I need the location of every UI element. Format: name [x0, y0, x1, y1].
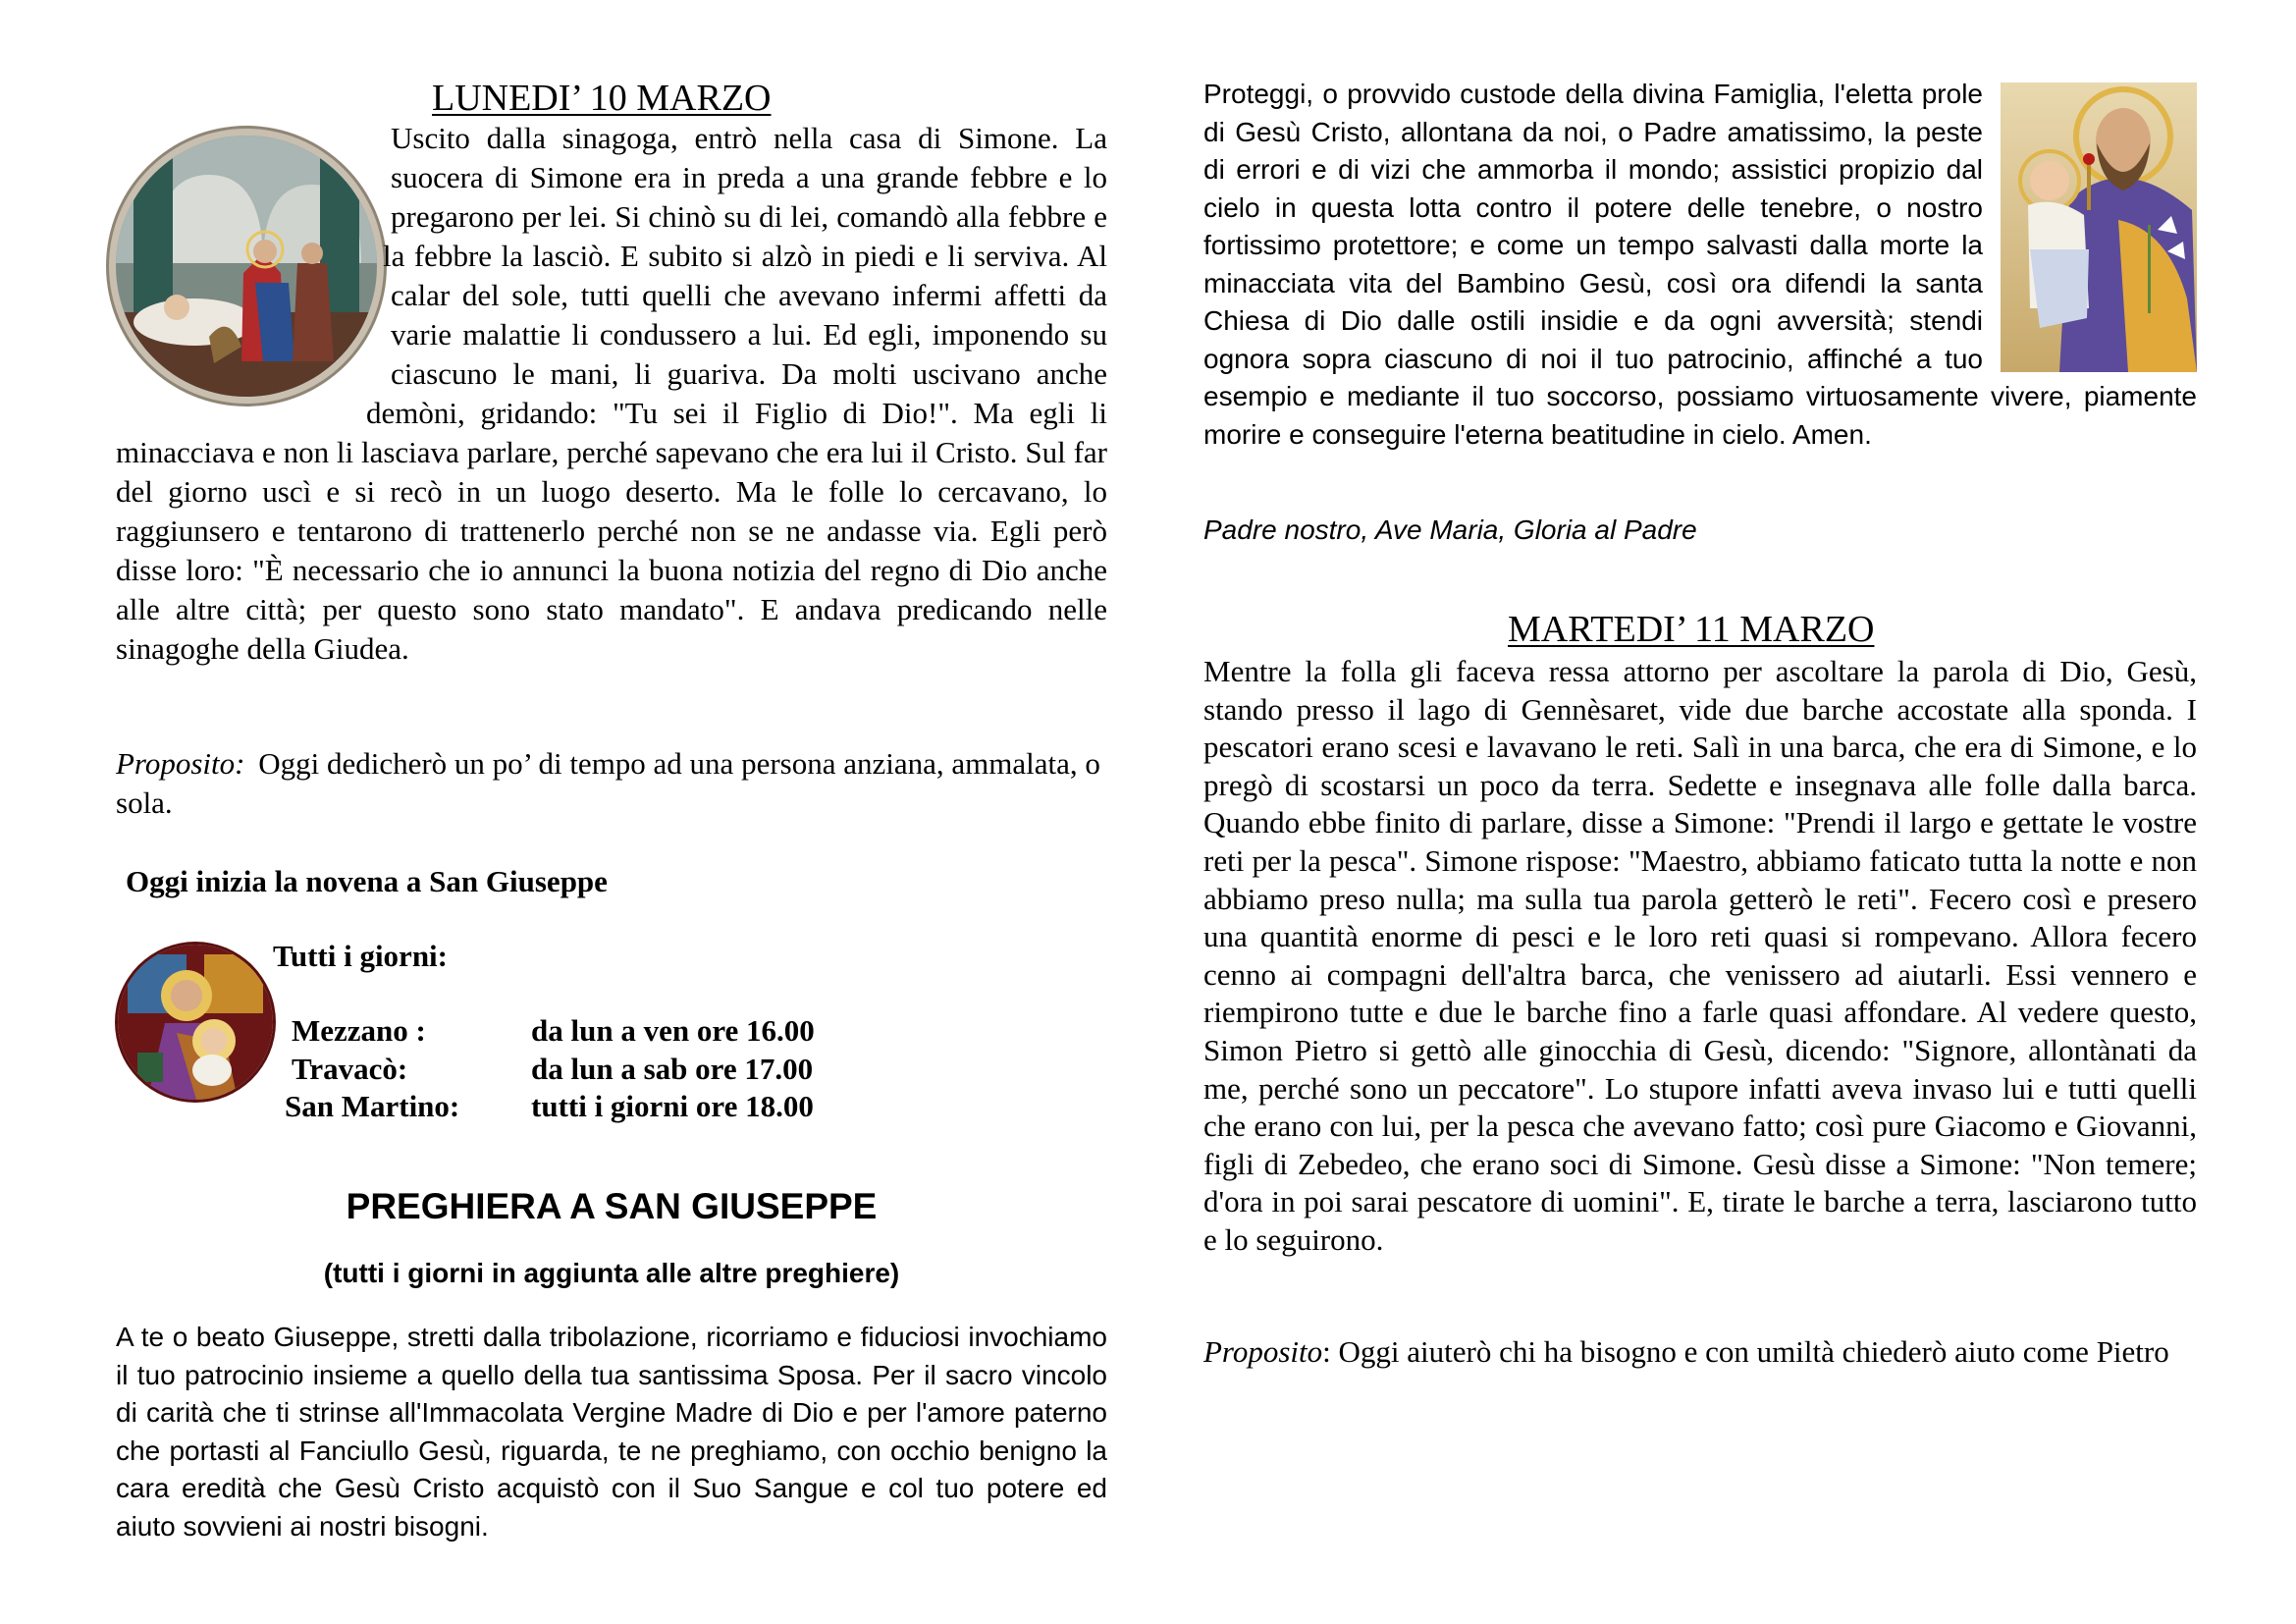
- prayer-subtitle: (tutti i giorni in aggiunta alle altre preghiere): [323, 1258, 900, 1288]
- schedule-row: [281, 1051, 815, 1089]
- schedule-row: [281, 1088, 815, 1126]
- proposito-tuesday: [1203, 1332, 2197, 1372]
- gospel-monday-block: [116, 119, 1107, 669]
- saint-joseph-small-image: [118, 945, 273, 1100]
- proposito-label: Proposito:: [116, 746, 245, 781]
- novena-heading: Oggi inizia la novena a San Giuseppe: [126, 864, 608, 898]
- schedule-place: San Martino:: [285, 1089, 460, 1124]
- prayer-text-part2: Proteggi, o provvido custode della divina Famiglia, l'eletta prole di Gesù Cristo, allontana da noi, o Padre amatissimo, la peste di errori e di vizi che ammorba il mondo; assistici propizio dal cielo in questa lotta contro il potere delle tenebre, o nostro fortissimo protettore; e come un tempo salvasti dalla morte la minacciata vita del Bambino Gesù, così ora difendi la santa Chiesa di Dio dalle ostili insidie e da ogni avversità; stendi ognora sopra ciascuno di noi il tuo patrocinio, affinché a tuo esempio e mediante il tuo soccorso, possiamo virtuosamente vivere, piamente morire e conseguire l'eterna beatitudine in cielo. Amen.: [1203, 79, 2197, 450]
- prayer-text-part1: A te o beato Giuseppe, stretti dalla tribolazione, ricorriamo e fiduciosi invochiamo il tuo patrocinio insieme a quello della tua santissima Sposa. Per il sacro vincolo di carità che ti strinse all'Immacolata Vergine Madre di Dio e per l'amore paterno che portasti al Fanciullo Gesù, riguarda, te ne preghiamo, con occhio benigno la cara eredità che Gesù Cristo acquistò con il Suo Sangue e col tuo potere ed aiuto sovvieni ai nostri bisogni.: [116, 1322, 1107, 1542]
- proposito-monday: [116, 744, 1107, 823]
- prayer-text-part2-block: [1203, 76, 2197, 454]
- closing-prayers: Padre nostro, Ave Maria, Gloria al Padre: [1203, 514, 1697, 545]
- schedule-row: [281, 1012, 815, 1051]
- proposito-tuesday-text: : Oggi aiuterò chi ha bisogno e con umiltà chiederò aiuto come Pietro: [1322, 1334, 2169, 1369]
- every-day-label: Tutti i giorni:: [273, 939, 448, 973]
- schedule-place: Travacò:: [292, 1051, 408, 1086]
- proposito-monday-text: Oggi dedicherò un po’ di tempo ad una persona anziana, ammalata, o sola.: [116, 746, 1100, 820]
- day-title-monday: LUNEDI’ 10 MARZO: [432, 78, 772, 119]
- schedule-table: [281, 1012, 815, 1126]
- gospel-monday-text: Uscito dalla sinagoga, entrò nella casa di Simone. La suocera di Simone era in preda a una grande febbre e lo pregarono per lei. Si chinò su di lei, comandò alla febbre e la febbre la lasciò. E subito si alzò in piedi e li serviva. Al calar del sole, tutti quelli che avevano infermi affetti da varie malattie li condussero a lui. Ed egli, imponendo su ciascuno le mani, li guariva. Da molti uscivano anche demòni, gridando: "Tu sei il Figlio di Dio!". Ma egli li minacciava e non li lasciava parlare, perché sapevano che era lui il Cristo. Sul far del giorno uscì e si recò in un luogo deserto. Ma le folle lo cercavano, lo raggiunsero e tentarono di trattenerlo perché non se ne andasse via. Egli però disse loro: "È necessario che io annunci la buona notizia del regno di Dio anche alle altre città; per questo sono stato mandato". E andava predicando nelle sinagoghe della Giudea.: [116, 121, 1107, 666]
- schedule-time: da lun a sab ore 17.00: [531, 1051, 814, 1086]
- prayer-title: PREGHIERA A SAN GIUSEPPE: [346, 1186, 878, 1226]
- schedule-place: Mezzano :: [292, 1013, 426, 1049]
- proposito-label: Proposito: [1203, 1334, 1323, 1369]
- day-title-tuesday: MARTEDI’ 11 MARZO: [1508, 609, 1875, 650]
- gospel-tuesday-text: Mentre la folla gli faceva ressa attorno per ascoltare la parola di Dio, Gesù, stando presso il lago di Gennèsaret, vide due barche accostate alla sponda. I pescatori erano scesi e lavavano le reti. Salì in una barca, che era di Simone, e lo pregò di scostarsi un poco da terra. Sedette e insegnava alle folle dalla barca. Quando ebbe finito di parlare, disse a Simone: "Prendi il largo e gettate le vostre reti per la pesca". Simone rispose: "Maestro, abbiamo faticato tutta la notte e non abbiamo preso nulla; ma sulla tua parola getterò le reti". Fecero così e presero una quantità enorme di pesci e le loro reti quasi si rompevano. Allora fecero cenno ai compagni dell'altra barca, che venissero ad aiutarli. Essi vennero e riempirono tutte e due le barche fino a farle quasi affondare. Al vedere questo, Simon Pietro si gettò alle ginocchia di Gesù, dicendo: "Signore, allontànati da me, perché sono un peccatore". Lo stupore infatti aveva invaso lui e tutti quelli che erano con lui, per la pesca che avevano fatto; così pure Giacomo e Giovanni, figli di Zebedeo, che erano soci di Simone. Gesù disse a Simone: "Non temere; d'ora in poi sarai pescatore di uomini". E, tirate le barche a terra, lasciarono tutto e lo seguirono.: [1203, 654, 2197, 1257]
- schedule-time: da lun a ven ore 16.00: [531, 1013, 815, 1049]
- schedule-time: tutti i giorni ore 18.00: [531, 1089, 814, 1124]
